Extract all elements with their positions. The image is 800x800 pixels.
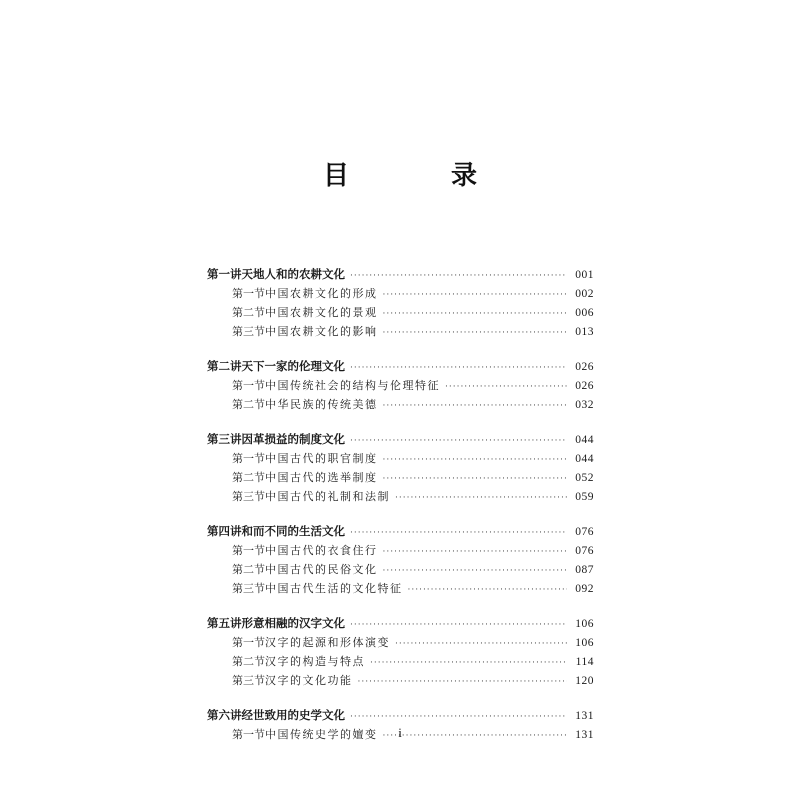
section-title: 中国古代生活的文化特征	[265, 582, 403, 595]
dot-leader	[383, 470, 568, 489]
section-page-number: 076	[575, 545, 594, 557]
section-number: 第三节	[232, 325, 265, 338]
section-page-number: 044	[575, 453, 594, 465]
toc-chapter-block	[207, 357, 594, 414]
dot-leader	[358, 673, 568, 692]
section-page-number: 131	[575, 729, 594, 741]
lecture-title: 天地人和的农耕文化	[241, 267, 345, 281]
section-title: 汉字的文化功能	[265, 674, 353, 687]
toc-chapter-block	[207, 614, 594, 690]
dot-leader	[395, 489, 567, 508]
section-page-number: 013	[575, 326, 594, 338]
dot-leader	[350, 524, 567, 543]
toc-section-entry[interactable]	[207, 284, 594, 303]
toc-section-entry[interactable]	[207, 487, 594, 506]
lecture-number: 第五讲	[207, 616, 242, 630]
section-title: 中华民族的传统美德	[265, 398, 378, 411]
toc-section-entry[interactable]	[207, 468, 594, 487]
section-number: 第三节	[232, 582, 265, 595]
toc-chapter-block	[207, 522, 594, 598]
lecture-title: 经世致用的史学文化	[241, 708, 345, 722]
toc-section-entry[interactable]	[207, 303, 594, 322]
section-page-number: 092	[575, 583, 594, 595]
dot-leader	[395, 635, 567, 654]
section-number: 第一节	[232, 287, 265, 300]
section-title: 汉字的构造与特点	[265, 655, 365, 668]
section-number: 第三节	[232, 490, 265, 503]
lecture-title: 因革损益的制度文化	[241, 432, 345, 446]
toc-section-entry[interactable]	[207, 560, 594, 579]
lecture-page-number: 001	[575, 269, 594, 281]
section-title: 中国农耕文化的形成	[265, 287, 378, 300]
lecture-title: 天下一家的伦理文化	[241, 359, 345, 373]
toc-lecture-entry[interactable]	[207, 706, 594, 725]
page-title: 目 录	[322, 161, 515, 191]
toc-section-entry[interactable]	[207, 671, 594, 690]
toc-section-entry[interactable]	[207, 541, 594, 560]
dot-leader	[383, 562, 568, 581]
toc-section-entry[interactable]	[207, 322, 594, 341]
lecture-page-number: 131	[575, 710, 594, 722]
toc-section-entry[interactable]	[207, 652, 594, 671]
section-page-number: 059	[575, 491, 594, 503]
section-number: 第一节	[232, 452, 265, 465]
toc-section-entry[interactable]	[207, 633, 594, 652]
dot-leader	[383, 451, 568, 470]
toc-lecture-entry[interactable]	[207, 357, 594, 376]
toc-lecture-entry[interactable]	[207, 430, 594, 449]
section-title: 中国古代的民俗文化	[265, 563, 378, 576]
section-title: 汉字的起源和形体演变	[265, 636, 390, 649]
section-title: 中国古代的职官制度	[265, 452, 378, 465]
section-number: 第三节	[232, 674, 265, 687]
lecture-title: 形意相融的汉字文化	[241, 616, 345, 630]
toc-section-entry[interactable]	[207, 395, 594, 414]
section-page-number: 120	[575, 675, 594, 687]
section-number: 第二节	[232, 306, 265, 319]
dot-leader	[350, 432, 567, 451]
table-of-contents	[207, 265, 594, 760]
section-page-number: 087	[575, 564, 594, 576]
section-number: 第一节	[232, 636, 265, 649]
dot-leader	[383, 305, 568, 324]
dot-leader	[445, 378, 567, 397]
toc-section-entry[interactable]	[207, 449, 594, 468]
section-page-number: 026	[575, 380, 594, 392]
lecture-page-number: 026	[575, 361, 594, 373]
section-number: 第二节	[232, 398, 265, 411]
section-title: 中国古代的衣食住行	[265, 544, 378, 557]
toc-lecture-entry[interactable]	[207, 522, 594, 541]
section-number: 第一节	[232, 728, 265, 741]
section-page-number: 106	[575, 637, 594, 649]
dot-leader	[383, 397, 568, 416]
toc-lecture-entry[interactable]	[207, 265, 594, 284]
dot-leader	[383, 543, 568, 562]
section-title: 中国农耕文化的景观	[265, 306, 378, 319]
dot-leader	[370, 654, 567, 673]
lecture-number: 第三讲	[207, 432, 242, 446]
lecture-page-number: 076	[575, 526, 594, 538]
lecture-number: 第六讲	[207, 708, 242, 722]
page-number: i	[398, 725, 402, 740]
lecture-number: 第一讲	[207, 267, 242, 281]
section-number: 第二节	[232, 563, 265, 576]
lecture-number: 第四讲	[207, 524, 242, 538]
dot-leader	[383, 324, 568, 343]
lecture-title: 和而不同的生活文化	[241, 524, 345, 538]
section-number: 第二节	[232, 471, 265, 484]
section-title: 中国古代的礼制和法制	[265, 490, 390, 503]
toc-lecture-entry[interactable]	[207, 614, 594, 633]
section-title: 中国农耕文化的影响	[265, 325, 378, 338]
section-page-number: 006	[575, 307, 594, 319]
toc-chapter-block	[207, 430, 594, 506]
toc-section-entry[interactable]	[207, 579, 594, 598]
section-page-number: 052	[575, 472, 594, 484]
toc-chapter-block	[207, 265, 594, 341]
lecture-page-number: 044	[575, 434, 594, 446]
dot-leader	[350, 267, 567, 286]
section-page-number: 114	[575, 656, 594, 668]
toc-section-entry[interactable]	[207, 376, 594, 395]
dot-leader	[408, 581, 568, 600]
section-number: 第二节	[232, 655, 265, 668]
section-number: 第一节	[232, 544, 265, 557]
lecture-page-number: 106	[575, 618, 594, 630]
section-page-number: 032	[575, 399, 594, 411]
section-title: 中国传统史学的嬗变	[265, 728, 378, 741]
section-number: 第一节	[232, 379, 265, 392]
section-title: 中国传统社会的结构与伦理特征	[265, 379, 440, 392]
section-title: 中国古代的选举制度	[265, 471, 378, 484]
section-page-number: 002	[575, 288, 594, 300]
lecture-number: 第二讲	[207, 359, 242, 373]
dot-leader	[383, 286, 568, 305]
